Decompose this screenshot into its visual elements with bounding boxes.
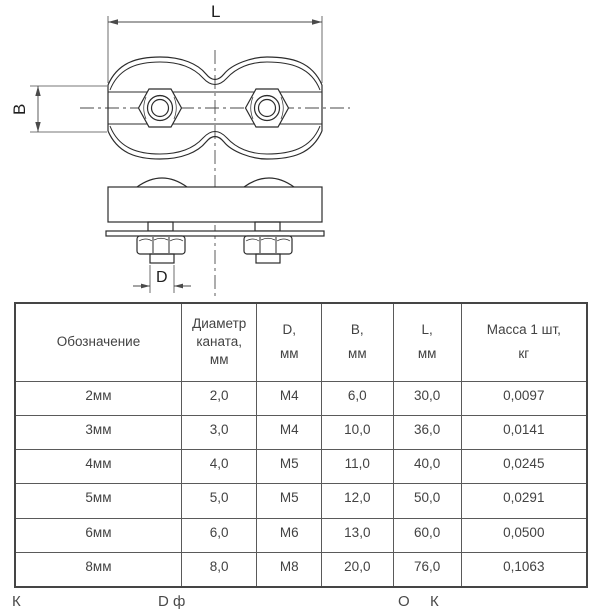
spec-table-head: [15, 303, 587, 381]
dim-D-arrow-right: [174, 284, 183, 289]
table-cell: 0,0245: [461, 450, 587, 484]
table-row: [15, 518, 587, 552]
spec-table-container: [14, 302, 588, 588]
right-dome: [244, 178, 294, 187]
lower-plate-strip: [106, 231, 324, 236]
column-header-1: [181, 303, 257, 381]
dim-D-label: D: [156, 269, 168, 286]
table-cell: M5: [257, 484, 322, 518]
column-header-line: кг: [518, 346, 530, 362]
table-cell: 3,0: [181, 415, 257, 449]
dim-B-arrow-top: [35, 86, 40, 96]
table-cell: 0,0291: [461, 484, 587, 518]
column-header-line: мм: [348, 346, 367, 362]
column-header-line: L,: [421, 322, 433, 338]
cutoff-caption-line: [0, 593, 600, 610]
left-dome: [137, 178, 187, 187]
table-cell: 10,0: [322, 415, 394, 449]
table-cell: 2мм: [15, 381, 181, 415]
column-header-2: [257, 303, 322, 381]
table-cell: 30,0: [393, 381, 461, 415]
table-cell: M8: [257, 553, 322, 587]
table-cell: 11,0: [322, 450, 394, 484]
left-nut-top-view: [139, 89, 182, 127]
table-cell: M4: [257, 415, 322, 449]
dimension-D: [133, 265, 191, 293]
table-header-row: [15, 303, 587, 381]
table-cell: 13,0: [322, 518, 394, 552]
column-header-line: Диаметр: [192, 316, 247, 332]
table-cell: 4,0: [181, 450, 257, 484]
right-bolt-hole-circle: [259, 100, 276, 117]
column-header-line: мм: [209, 352, 229, 368]
table-cell: 20,0: [322, 553, 394, 587]
right-nut-side-view: [244, 236, 292, 254]
right-bolt-shank: [256, 254, 280, 263]
table-cell: 36,0: [393, 415, 461, 449]
column-header-line: Масса 1 шт,: [486, 322, 561, 338]
table-cell: 12,0: [322, 484, 394, 518]
clamp-plate: [108, 187, 322, 222]
column-header-line: каната,: [196, 334, 243, 350]
caption-fragment: К: [12, 593, 21, 610]
column-header-4: [393, 303, 461, 381]
spec-table-body: [15, 381, 587, 587]
table-row: [15, 450, 587, 484]
dimension-B: [10, 86, 107, 132]
spec-table: [14, 302, 588, 588]
left-nut-side-view: [137, 236, 185, 254]
dim-B-arrow-bottom: [35, 122, 40, 132]
table-cell: 40,0: [393, 450, 461, 484]
dim-L-arrow-right: [312, 19, 322, 24]
caption-fragment: D ф: [158, 593, 186, 610]
table-cell: 2,0: [181, 381, 257, 415]
dim-B-label: B: [10, 103, 29, 115]
table-cell: M5: [257, 450, 322, 484]
technical-drawing: [0, 0, 600, 300]
table-cell: 8,0: [181, 553, 257, 587]
left-bolt-shank: [150, 254, 174, 263]
column-header-line: Обозначение: [56, 334, 141, 350]
table-cell: 5мм: [15, 484, 181, 518]
table-cell: 0,0500: [461, 518, 587, 552]
column-header-3: [322, 303, 394, 381]
table-cell: 0,1063: [461, 553, 587, 587]
caption-fragment: О: [398, 593, 410, 610]
table-cell: 4мм: [15, 450, 181, 484]
right-bolt-boss: [255, 222, 280, 231]
table-cell: 6,0: [181, 518, 257, 552]
column-header-line: мм: [279, 346, 299, 362]
table-cell: M6: [257, 518, 322, 552]
table-cell: M4: [257, 381, 322, 415]
column-header-line: B,: [350, 322, 364, 338]
table-cell: 8мм: [15, 553, 181, 587]
table-cell: 6мм: [15, 518, 181, 552]
left-bolt-hole-circle: [152, 100, 169, 117]
column-header-5: [461, 303, 587, 381]
table-cell: 50,0: [393, 484, 461, 518]
table-row: [15, 553, 587, 587]
table-row: [15, 381, 587, 415]
table-row: [15, 484, 587, 518]
table-cell: 60,0: [393, 518, 461, 552]
table-cell: 6,0: [322, 381, 394, 415]
table-cell: 3мм: [15, 415, 181, 449]
table-cell: 0,0097: [461, 381, 587, 415]
column-header-line: мм: [417, 346, 437, 362]
dim-L-label: L: [211, 2, 221, 21]
left-bolt-boss: [148, 222, 173, 231]
table-cell: 5,0: [181, 484, 257, 518]
centerlines: [80, 50, 350, 296]
table-cell: 0,0141: [461, 415, 587, 449]
table-row: [15, 415, 587, 449]
dim-L-arrow-left: [108, 19, 118, 24]
dim-D-arrow-left: [141, 284, 150, 289]
caption-fragment: К: [430, 593, 439, 610]
right-nut-top-view: [246, 89, 289, 127]
table-cell: 76,0: [393, 553, 461, 587]
column-header-0: [15, 303, 181, 381]
column-header-line: D,: [282, 322, 296, 338]
